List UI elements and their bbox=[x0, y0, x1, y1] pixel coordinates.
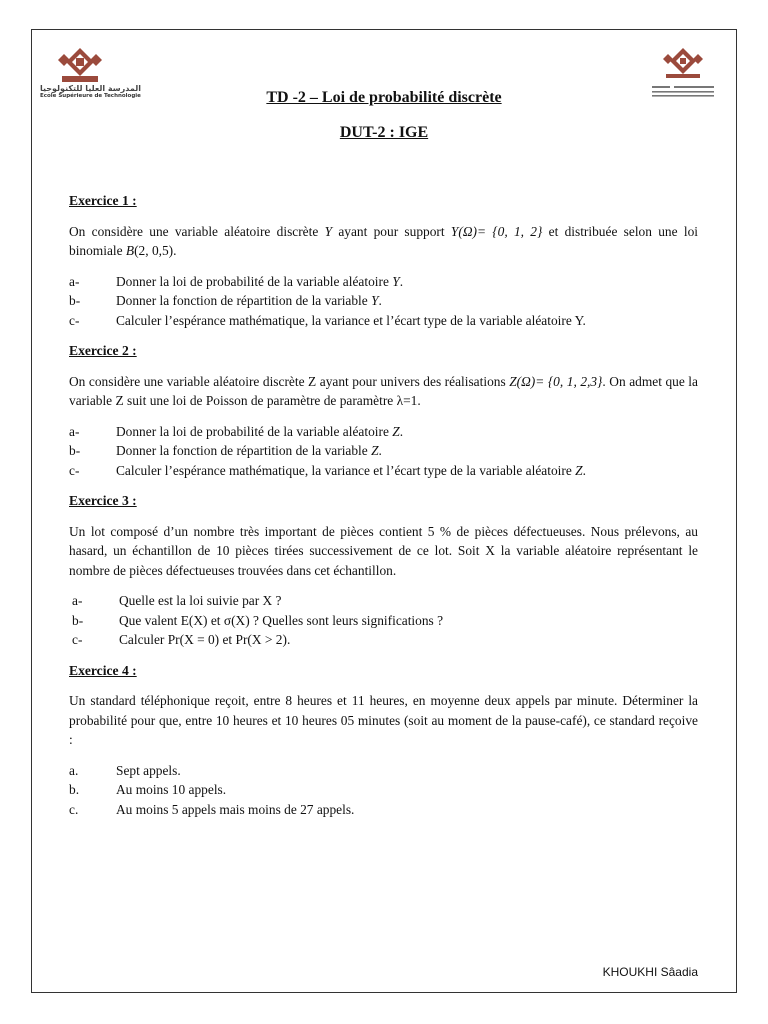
list-item: b- Donner la fonction de répartition de la variable Z. bbox=[69, 443, 382, 458]
list-item: a- Donner la loi de probabilité de la variable aléatoire Z. bbox=[69, 423, 404, 439]
list-item: c. Au moins 5 appels mais moins de 27 appels. bbox=[69, 801, 355, 817]
document-subtitle: DUT-2 : IGE bbox=[339, 124, 429, 141]
exercise-1-questions bbox=[69, 272, 698, 331]
exercise-2-heading: Exercice 2 : bbox=[69, 343, 137, 358]
exercise-4-text: Un standard téléphonique reçoit, entre 8 heures et 11 heures, en moyenne deux appels par minute. Déterminer la probabilité pour que, entre 10 heures et 10 heures 05 minutes (soit au moment de la pause-café), ce standard reçoive : bbox=[69, 693, 698, 747]
exercise-3-heading: Exercice 3 : bbox=[69, 493, 137, 508]
exercise-2-questions bbox=[69, 422, 698, 481]
exercise-4-questions bbox=[69, 761, 698, 820]
exercise-1-heading: Exercice 1 : bbox=[69, 193, 137, 208]
list-item: c- Calculer l’espérance mathématique, la variance et l’écart type de la variable aléatoire Y. bbox=[69, 312, 586, 328]
exercise-3-questions bbox=[69, 591, 698, 650]
list-item: c- Calculer Pr(X = 0) et Pr(X > 2). bbox=[72, 632, 291, 647]
exercise-1-text: On considère une variable aléatoire discrète Y ayant pour support Y(Ω)= {0, 1, 2} et distribuée selon une loi binomiale B(2, 0,5). bbox=[69, 223, 698, 258]
list-item: a- Donner la loi de probabilité de la variable aléatoire Y. bbox=[69, 273, 404, 289]
list-item: a- Quelle est la loi suivie par X ? bbox=[72, 593, 282, 608]
list-item: c- Calculer l’espérance mathématique, la variance et l’écart type de la variable aléatoire Z. bbox=[69, 462, 586, 478]
exercises-content bbox=[69, 191, 698, 830]
exercise-3-text: Un lot composé d’un nombre très important de pièces contient 5 % de pièces défectueuses. Nous prélevons, au hasard, un échantillon de 10 pièces tirées successivement de ce lot. Soit X la variable aléatoire représentant le nombre de pièces défectueuses trouvées dans cet échantillon. bbox=[69, 523, 698, 578]
list-item: a. Sept appels. bbox=[69, 762, 181, 778]
list-item: b. Au moins 10 appels. bbox=[69, 782, 227, 797]
list-item: b- Que valent E(X) et σ(X) ? Quelles sont leurs significations ? bbox=[72, 612, 444, 628]
document-title: TD -2 – Loi de probabilité discrète bbox=[266, 89, 502, 106]
logo-caption-arabic: المدرسة العليا للتكنولوجيا bbox=[40, 84, 141, 93]
exercise-2-text: On considère une variable aléatoire discrète Z ayant pour univers des réalisations Z(Ω)= {0, 1, 2,3}. On admet que la variable Z suit une loi de Poisson de paramètre de paramètre λ=1. bbox=[69, 373, 698, 408]
list-item: b- Donner la fonction de répartition de la variable Y. bbox=[69, 293, 382, 308]
exercise-4-heading: Exercice 4 : bbox=[69, 662, 137, 678]
logo-caption-french: Ecole Supérieure de Technologie bbox=[40, 93, 141, 99]
author-name: KHOUKHI Sâadia bbox=[602, 965, 698, 979]
